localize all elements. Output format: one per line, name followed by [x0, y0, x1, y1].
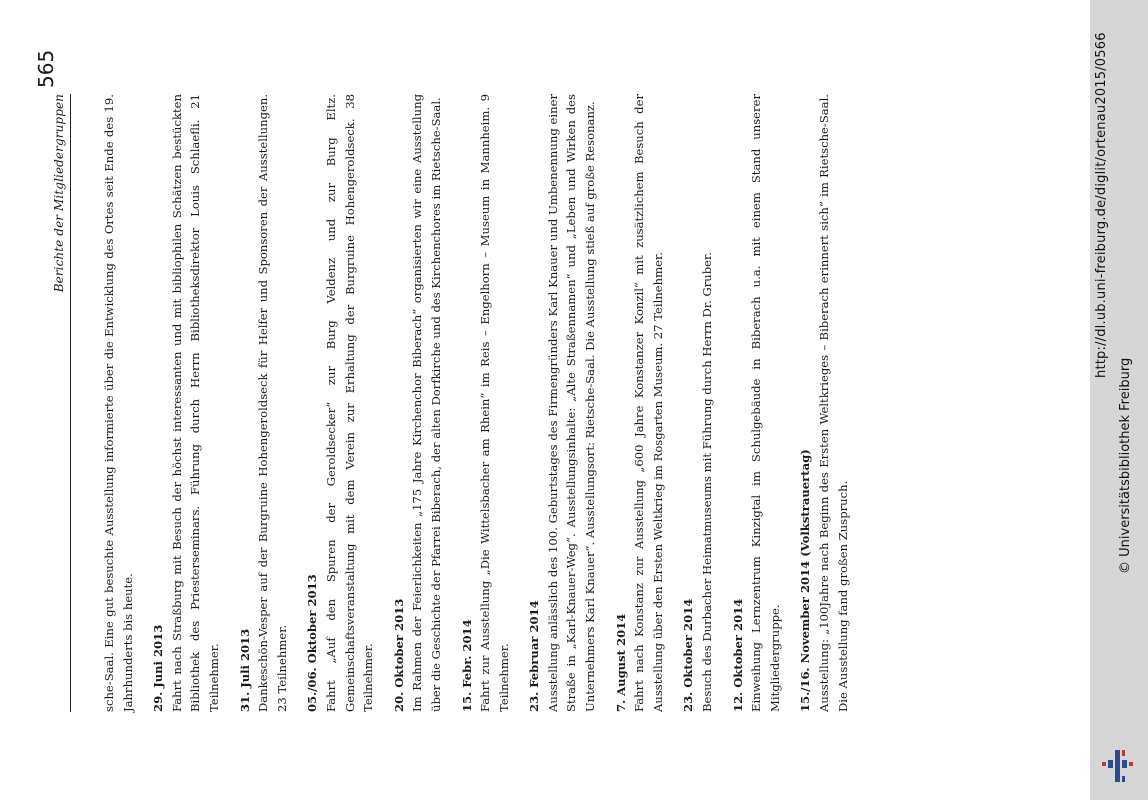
- body-text: [100, 94, 852, 712]
- entry-date: 23. Februar 2014: [527, 600, 542, 712]
- entry: [458, 94, 514, 712]
- entry-text: Besuch des Durbacher Heimatmuseums mit Führung durch Herrn Dr. Gruber.: [700, 252, 715, 712]
- entry: [729, 94, 785, 712]
- page-number: 565: [34, 49, 58, 88]
- entry-text: Einweihung Lernzentrum Kinzigtal im Schulgebäude in Biberach u.a. mit einem Stand unserer Mitgliedergruppe.: [749, 94, 782, 712]
- entry: [390, 94, 446, 712]
- source-url-link[interactable]: http://dl.ub.uni-freiburg.de/diglit/ortenau2015/0566: [1094, 32, 1109, 378]
- running-head: Berichte der Mitgliedergruppen: [52, 94, 66, 293]
- entry-text: Im Rahmen der Feierlichkeiten „175 Jahre Kirchenchor Biberach“ organisierten wir eine Ausstellung über die Geschichte der Pfarrei Biberach, der alten Dorfkirche und des Kirchenchores im Rietsche-Saal.: [410, 94, 443, 712]
- entry-date: 15./16. November 2014 (Volkstrauertag): [798, 449, 813, 712]
- entry-text: Ausstellung anlässlich des 100. Geburtstages des Firmengründers Karl Knauer und Umbenennung einer Straße in „Karl-Knauer-Weg“. Ausstellungsinhalte: „Alte Straßennamen“ und „Leben und Wirken des Unternehmers Karl Knauer“. Ausstellungsort: Rietsche-Saal. Die Ausstellung stieß auf große Resonanz.: [545, 94, 598, 712]
- intro-paragraph: sche-Saal. Eine gut besuchte Ausstellung informierte über die Entwicklung des Ortes seit Ende des 19. Jahrhunderts bis heute.: [102, 94, 135, 712]
- sidebar: [1090, 0, 1148, 800]
- entry: [796, 94, 852, 712]
- entry-text: Fahrt „Auf den Spuren der Geroldsecker“ zur Burg Veldenz und zur Burg Eltz. Gemeinschaftsveranstaltung mit dem Verein zur Erhaltung der Burgruine Hohengeroldseck. 38 Teilnehmer.: [323, 94, 376, 712]
- page-header: [36, 94, 71, 712]
- entry-date: 23. Oktober 2014: [681, 598, 696, 712]
- entry-date: 15. Febr. 2014: [459, 619, 474, 712]
- entry-date: 31. Juli 2013: [237, 628, 252, 712]
- entry-text: Ausstellung: „100Jahre nach Beginn des Ersten Weltkrieges – Biberach erinnert sich“ im Rietsche-Saal. Die Ausstellung fand großen Zuspruch.: [817, 94, 850, 712]
- entry: [679, 94, 716, 712]
- entry-text: Fahrt nach Konstanz zur Ausstellung „600 Jahre Konstanzer Konzil“ mit zusätzlichem Besuch der Ausstellung über den Ersten Weltkrieg im Rosgarten Museum. 27 Teilnehmer.: [632, 94, 665, 712]
- entry-text: Fahrt nach Straßburg mit Besuch der höchst interessanten und mit bibliophilen Schätzen bestückten Bibliothek des Priesterseminars. Führung durch Herrn Bibliotheksdirektor Louis Schlaefli. 21 Teilnehmer.: [169, 94, 221, 712]
- entry-date: 05./06. Oktober 2013: [305, 574, 320, 712]
- copyright-notice: © Universitätsbibliothek Freiburg: [1118, 357, 1133, 574]
- entry-text: Fahrt zur Ausstellung „Die Wittelsbacher am Rhein“ im Reis – Engelhorn – Museum in Mannheim. 9 Teilnehmer.: [478, 94, 511, 712]
- entry-date: 7. August 2014: [613, 613, 628, 712]
- entry: [236, 94, 292, 712]
- entry-text: Dankeschön-Vesper auf der Burgruine Hohengeroldseck für Helfer und Sponsoren der Ausstellungen. 23 Teilnehmer.: [256, 94, 289, 712]
- entry: [303, 94, 377, 712]
- entry: [149, 94, 223, 712]
- ub-freiburg-logo-icon: [1100, 746, 1140, 786]
- entry: [525, 94, 599, 712]
- entry-date: 20. Oktober 2013: [391, 598, 406, 712]
- entry: [612, 94, 668, 712]
- entry-date: 29. Juni 2013: [151, 624, 166, 712]
- entry-date: 12. Oktober 2014: [730, 598, 745, 712]
